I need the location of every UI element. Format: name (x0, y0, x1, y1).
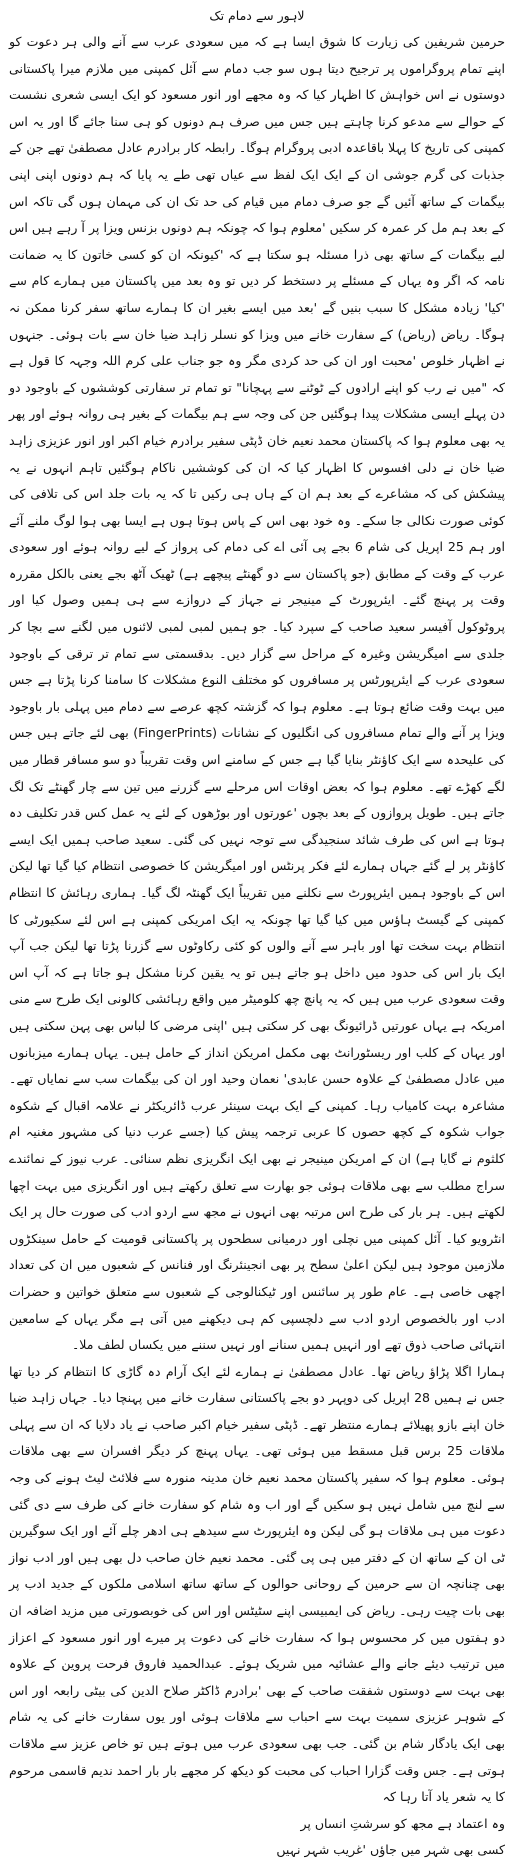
newspaper-column (0, 6, 512, 1858)
article-body (9, 29, 505, 1811)
closing-verse (9, 1811, 505, 1864)
article-paragraph-1: حرمین شریفین کی زیارت کا شوق ایسا ہے کہ میں سعودی عرب سے آنے والی ہر دعوت کو اپنے تمام پروگراموں پر ترجیح دیتا ہوں سو جب دمام سے آئل کمپنی میں ملازم میرا پاکستانی دوستوں نے اس خواہش کا اظہار کیا کہ وہ مجھے اور انور مسعود کو ایک ایسی شعری نشست کے حوالے سے مدعو کرنا چاہتے ہیں جس میں صرف ہم دونوں کو ہی سنا جائے گا اور یہ اس کمپنی کی تاریخ کا پہلا باقاعدہ ادبی پروگرام ہوگا۔ رابطہ کار برادرم عادل مصطفیٰ تھے جن کے جذبات کی گرم جوشی ان کے ایک ایک لفظ سے عیاں تھی طے یہ پایا کہ ہم دونوں اپنی اپنی بیگمات کے ساتھ آئیں گے جو صرف دمام میں قیام کی حد تک ان کی مہمان ہوں گی تاکہ اس کے بعد ہم مل کر عمرہ کر سکیں 'معلوم ہوا کہ چونکہ ہم دونوں بزنس ویزا پر آ رہے ہیں اس لیے بیگمات کے ساتھ بھی ذرا مسئلہ ہو سکتا ہے کہ 'کیونکہ ان کو کسی خاتون کا یہ ضمانت نامہ کہ اگر وہ یہاں کے مسئلے پر دستخط کر دیں تو وہ بعد میں پاکستان میں ہمارے کام سے 'کیا' زیادہ مشکل کا سبب بنیں گے 'بعد میں ایسے بغیر ان کا ہمارے ساتھ سفر کرنا ممکن نہ ہوگا۔ ریاض (ریاض) کے سفارت خانے میں ویزا کو نسلر زاہد ضیا خان سے بات ہوئی۔ جنہوں نے اظہار خلوص 'محبت اور ان کی حد کردی مگر وہ جو جناب علی کرم اللہ وجہہ کا قول ہے کہ "میں نے رب کو اپنے ارادوں کے ٹوٹنے سے پہچانا" تو تمام تر سفارتی کوششوں کے باوجود دو دن پہلے ایسی مشکلات پیدا ہوگئیں جن کی وجہ سے ہم بیگمات کے بغیر ہی روانہ ہوئے اور پھر یہ بھی معلوم ہوا کہ پاکستان محمد نعیم خان ڈپٹی سفیر برادرم خیام اکبر اور انور عزیزی زاہد ضیا خان نے دلی افسوس کا اظہار کیا کہ ان کی کوششیں ناکام ہوگئیں تاہم انہوں نے یہ پیشکش کی کہ مشاعرے کے بعد ہم ان کے ہاں ہی رکیں تا کہ یہ بات جلد اس کی تلافی کی کوئی صورت نکالی جا سکے۔ وہ خود بھی اس کے پاس ہوتا ہوں ہے ایسا بھی ہوا لوگ ملنے آئے اور ہم 25 اپریل کی شام 6 بجے پی آئی اے کی دمام کی پرواز کے لیے روانہ ہوئے اور سعودی عرب کے وقت کے مطابق (جو پاکستان سے دو گھنٹے پیچھے ہے) ٹھیک آٹھ بجے یعنی بالکل مقررہ وقت پر پہنچ گئے۔ ایئرپورٹ کے مینیجر نے جہاز کے دروازے سے ہی ہمیں وصول کیا اور پروٹوکول آفیسر سعید صاحب کے سپرد کیا۔ جو ہمیں لمبی لمبی لائنوں میں لگنے سے بچا کر جلدی سے امیگریشن وغیرہ کے مراحل سے گزار دیں۔ بدقسمتی سے تمام تر ترقی کے باوجود سعودی عرب کے ایئرپورٹس پر مسافروں کو مختلف النوع مشکلات کا سامنا کرنا پڑتا ہے جس میں بہت وقت ضائع ہوتا ہے۔ معلوم ہوا کہ گزشتہ کچھ عرصے سے دمام میں پہلی بار باوجود ویزا پر آنے والے تمام مسافروں کی انگلیوں کے نشانات (FingerPrints) بھی لئے جاتے ہیں جس کی علیحدہ سے ایک کاؤنٹر بنایا گیا ہے جس کے سامنے اس وقت تقریباً دو سو مسافر قطار میں لگے کھڑے تھے۔ معلوم ہوا کہ بعض اوقات اس مرحلے سے گزرنے میں تین سے چار گھنٹے تک لگ جاتے ہیں۔ طویل پروازوں کے بعد بچوں 'عورتوں اور بوڑھوں کے لئے یہ عمل کس قدر تکلیف دہ ہوتا ہے اس کی طرف شائد سنجیدگی سے توجہ نہیں کی گئی۔ سعید صاحب ہمیں ایک ایسے کاؤنٹر پر لے گئے جہاں ہمارے لئے فکر پرنٹس اور امیگریشن کا خصوصی انتظام کیا گیا تھا لیکن اس کے باوجود ہمیں ایئرپورٹ سے نکلنے میں تقریباً ایک گھنٹہ لگ گیا۔ ہماری رہائش کا انتظام کمپنی کے گیسٹ ہاؤس میں کیا گیا تھا چونکہ یہ ایک امریکی کمپنی ہے اس لئے سکیورٹی کا انتظام بہت سخت تھا اور باہر سے آنے والوں کو کئی رکاوٹوں سے گزرنا پڑتا تھا لیکن جب آپ ایک بار اس کی حدود میں داخل ہو جاتے ہیں تو یہ یقین کرنا مشکل ہو جاتا ہے کہ آپ اس وقت سعودی عرب میں ہیں کہ یہ پانچ چھ کلومیٹر میں واقع رہائشی کالونی ایک طرح سے منی امریکہ ہے یہاں عورتیں ڈرائیونگ بھی کر سکتی ہیں 'اپنی مرضی کا لباس بھی پہن سکتی ہیں اور یہاں کے کلب اور ریسٹورانٹ بھی مکمل امریکن انداز کے حامل ہیں۔ یہاں ہمارے میزبانوں میں عادل مصطفیٰ کے علاوہ حسن عابدی' نعمان وحید اور ان کی بیگمات سب سے نمایاں تھے۔ مشاعرہ بہت کامیاب رہا۔ کمپنی کے ایک بہت سینئر عرب ڈائریکٹر نے علامہ اقبال کے شکوہ جواب شکوہ کے کچھ حصوں کا عربی ترجمہ پیش کیا (جسے عرب دنیا کی مشہور مغنیہ ام کلثوم نے گایا ہے) ان کے امریکن مینیجر نے بھی ایک انگریزی نظم سنائی۔ عرب نیوز کے نمائندے سراج مطلب سے بھی ملاقات ہوئی جو بھارت سے تعلق رکھتے ہیں اور انگریزی میں بہت اچھا لکھتے ہیں۔ ہر بار کی طرح اس مرتبہ بھی انہوں نے مجھ سے اردو ادب کی صورت حال پر ایک انٹرویو کیا۔ آئل کمپنی میں نچلی اور درمیانی سطحوں پر پاکستانی قومیت کے حامل سینکڑوں ملازمین موجود ہیں لیکن اعلیٰ سطح پر بھی انجینئرنگ اور فنانس کے شعبوں میں ان کی تعداد اچھی خاصی ہے۔ عام طور پر سائنس اور ٹیکنالوجی کے شعبوں سے متعلق خواتین و حضرات ادب اور بالخصوص اردو ادب سے دلچسپی کم ہی دیکھنے میں آتی ہے مگر یہاں کے سامعین انتہائی صاحب ذوق تھے اور انہیں ہمیں سنانے اور نہیں سننے میں یکساں لطف ملا۔ (9, 34, 505, 1353)
verse-line-1: وہ اعتماد ہے مجھ کو سرشتِ انساں پر (300, 1815, 505, 1831)
verse-line-2: کسی بھی شہر میں جاؤں 'غریب شہر نہیں (276, 1842, 505, 1858)
article-paragraph-2: ہمارا اگلا پڑاؤ ریاض تھا۔ عادل مصطفیٰ نے ہمارے لئے ایک آرام دہ گاڑی کا انتظام کر دیا تھا جس نے ہمیں 28 اپریل کی دوپہر دو بجے پاکستانی سفارت خانے میں پہنچا دیا۔ جہاں زاہد ضیا خان اپنے بازو پھیلائے ہمارے منتظر تھے۔ ڈپٹی سفیر خیام اکبر صاحب نے یاد دلایا کہ ان سے پہلی ملاقات 25 برس قبل مسقط میں ہوئی تھی۔ یہاں پہنچ کر دیگر افسران سے بھی ملاقات ہوئی۔ معلوم ہوا کہ سفیر پاکستان محمد نعیم خان مدینہ منورہ سے فلائٹ لیٹ ہونے کی وجہ سے لنچ میں شامل نہیں ہو سکیں گے اور اب وہ شام کو سفارت خانے کی طرف سے دی گئی دعوت میں ہی ملاقات ہو گی لیکن وہ ایئرپورٹ سے سیدھے ہی ادھر چلے آئے اور ایک سوگیرین ٹی ان کے ساتھ ان کے دفتر میں ہی پی گئی۔ محمد نعیم خان صاحب دل بھی ہیں اور ادب نواز بھی چنانچہ ان سے حرمین کے روحانی حوالوں کے ساتھ ساتھ اسلامی ملکوں کے جدید ادب پر بھی بات چیت رہی۔ ریاض کی ایمبیسی اپنے سٹیٹس اور اس کی خوبصورتی میں مزید اضافہ ان دو ہفتوں میں کر محسوس ہوا کہ سفارت خانے کی دعوت پر میرے اور انور مسعود کے اعزاز میں ترتیب دیئے جانے والے عشائیہ میں شریک ہوئے۔ عبدالحمید فاروق فرحت پروین کے علاوہ بھی بہت سے دوستوں شفقت صاحب کے بھی 'برادرم ڈاکٹر صلاح الدین کی بیٹی رابعہ اور اس کے شوہر عزیزی سمیت بہت سے احباب سے ملاقات ہوئی اور یوں سفارت خانے کی یہ شام بھی ایک یادگار شام بن گئی۔ جب بھی سعودی عرب میں ہوتے ہیں تو خاص عزیز سے ملاقات ہوتی ہے۔ جس وقت گزارا احباب کی محبت کو دیکھ کر مجھے بار بار احمد ندیم قاسمی مرحوم کا یہ شعر یاد آتا رہا کہ (9, 1363, 505, 1805)
article-title: لاہور سے دمام تک (209, 8, 305, 23)
